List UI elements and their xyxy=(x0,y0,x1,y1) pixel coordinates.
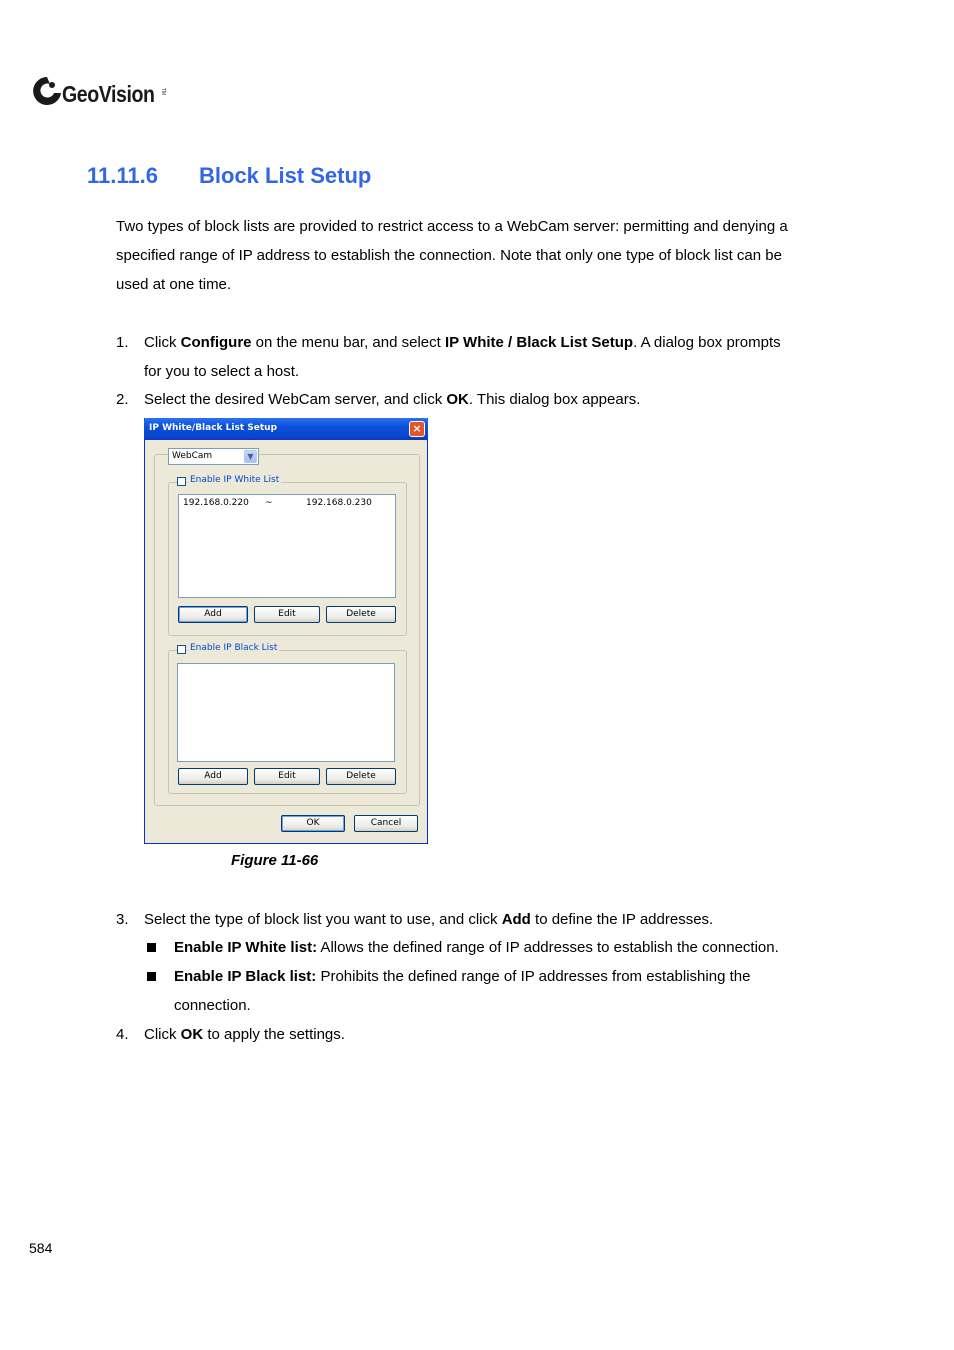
white-add-button[interactable]: Add xyxy=(178,606,248,623)
enable-black-list-checkbox[interactable] xyxy=(177,645,186,654)
ip-list-setup-dialog xyxy=(144,418,428,844)
black-edit-button[interactable]: Edit xyxy=(254,768,320,785)
white-entry-separator: ~ xyxy=(265,498,273,508)
intro-line: specified range of IP address to establish the connection. Note that only one type of block list can be xyxy=(116,247,782,264)
white-list-box[interactable] xyxy=(178,494,396,598)
intro-paragraph xyxy=(116,212,846,299)
step-number: 4. xyxy=(116,1026,129,1043)
step-number: 1. xyxy=(116,334,129,351)
black-add-button[interactable]: Add xyxy=(178,768,248,785)
logo-swirl-icon xyxy=(30,74,64,108)
logo-text: GeoVision xyxy=(62,81,155,107)
step-1: 1. Click Configure on the menu bar, and select IP White / Black List Setup. A dialog box prompts for you to select a host. xyxy=(116,328,856,386)
white-entry-from: 192.168.0.220 xyxy=(183,498,249,508)
black-list-box[interactable] xyxy=(177,663,395,762)
geovision-logo xyxy=(30,74,170,110)
menu-configure: Configure xyxy=(180,334,252,351)
dialog-title: IP White/Black List Setup xyxy=(149,423,278,433)
intro-line: used at one time. xyxy=(116,276,232,293)
dialog-titlebar[interactable] xyxy=(144,418,428,440)
logo-trademark: TM xyxy=(160,88,166,96)
section-title: Block List Setup xyxy=(199,163,372,188)
enable-white-list-label: Enable IP White List xyxy=(190,475,280,485)
bullet-black-list: Enable IP Black list: Prohibits the defined range of IP addresses from establishing the connection. xyxy=(174,968,751,1014)
step-4: 4. Click OK to apply the settings. xyxy=(116,1020,856,1049)
white-entry-to: 192.168.0.230 xyxy=(306,498,372,508)
step-3: 3. Select the type of block list you want to use, and click Add to define the IP addresses. xyxy=(116,905,856,934)
white-edit-button[interactable]: Edit xyxy=(254,606,320,623)
host-select[interactable] xyxy=(168,448,259,465)
chevron-down-icon[interactable]: ▼ xyxy=(244,450,257,463)
bullet-white-list: Enable IP White list: Allows the defined range of IP addresses to establish the connection. xyxy=(174,939,779,956)
step-number: 2. xyxy=(116,391,129,408)
white-delete-button[interactable]: Delete xyxy=(326,606,396,623)
cancel-button[interactable]: Cancel xyxy=(354,815,418,832)
ok-button[interactable]: OK xyxy=(281,815,345,832)
bullet-square-icon xyxy=(147,972,156,981)
section-heading xyxy=(87,163,371,189)
enable-white-list-checkbox[interactable] xyxy=(177,477,186,486)
close-icon[interactable]: × xyxy=(409,421,425,437)
section-number: 11.11.6 xyxy=(87,163,158,188)
enable-black-list-label: Enable IP Black List xyxy=(190,643,278,653)
bullet-square-icon xyxy=(147,943,156,952)
menu-ip-list-setup: IP White / Black List Setup xyxy=(444,334,634,351)
intro-line: Two types of block lists are provided to restrict access to a WebCam server: permitting and denying a xyxy=(116,218,788,235)
step-number: 3. xyxy=(116,911,129,928)
black-delete-button[interactable]: Delete xyxy=(326,768,396,785)
figure-caption: Figure 11-66 xyxy=(231,852,319,869)
host-select-value: WebCam xyxy=(172,451,213,461)
step-2: 2. Select the desired WebCam server, and click OK. This dialog box appears. xyxy=(116,385,856,414)
page-number: 584 xyxy=(29,1240,53,1256)
